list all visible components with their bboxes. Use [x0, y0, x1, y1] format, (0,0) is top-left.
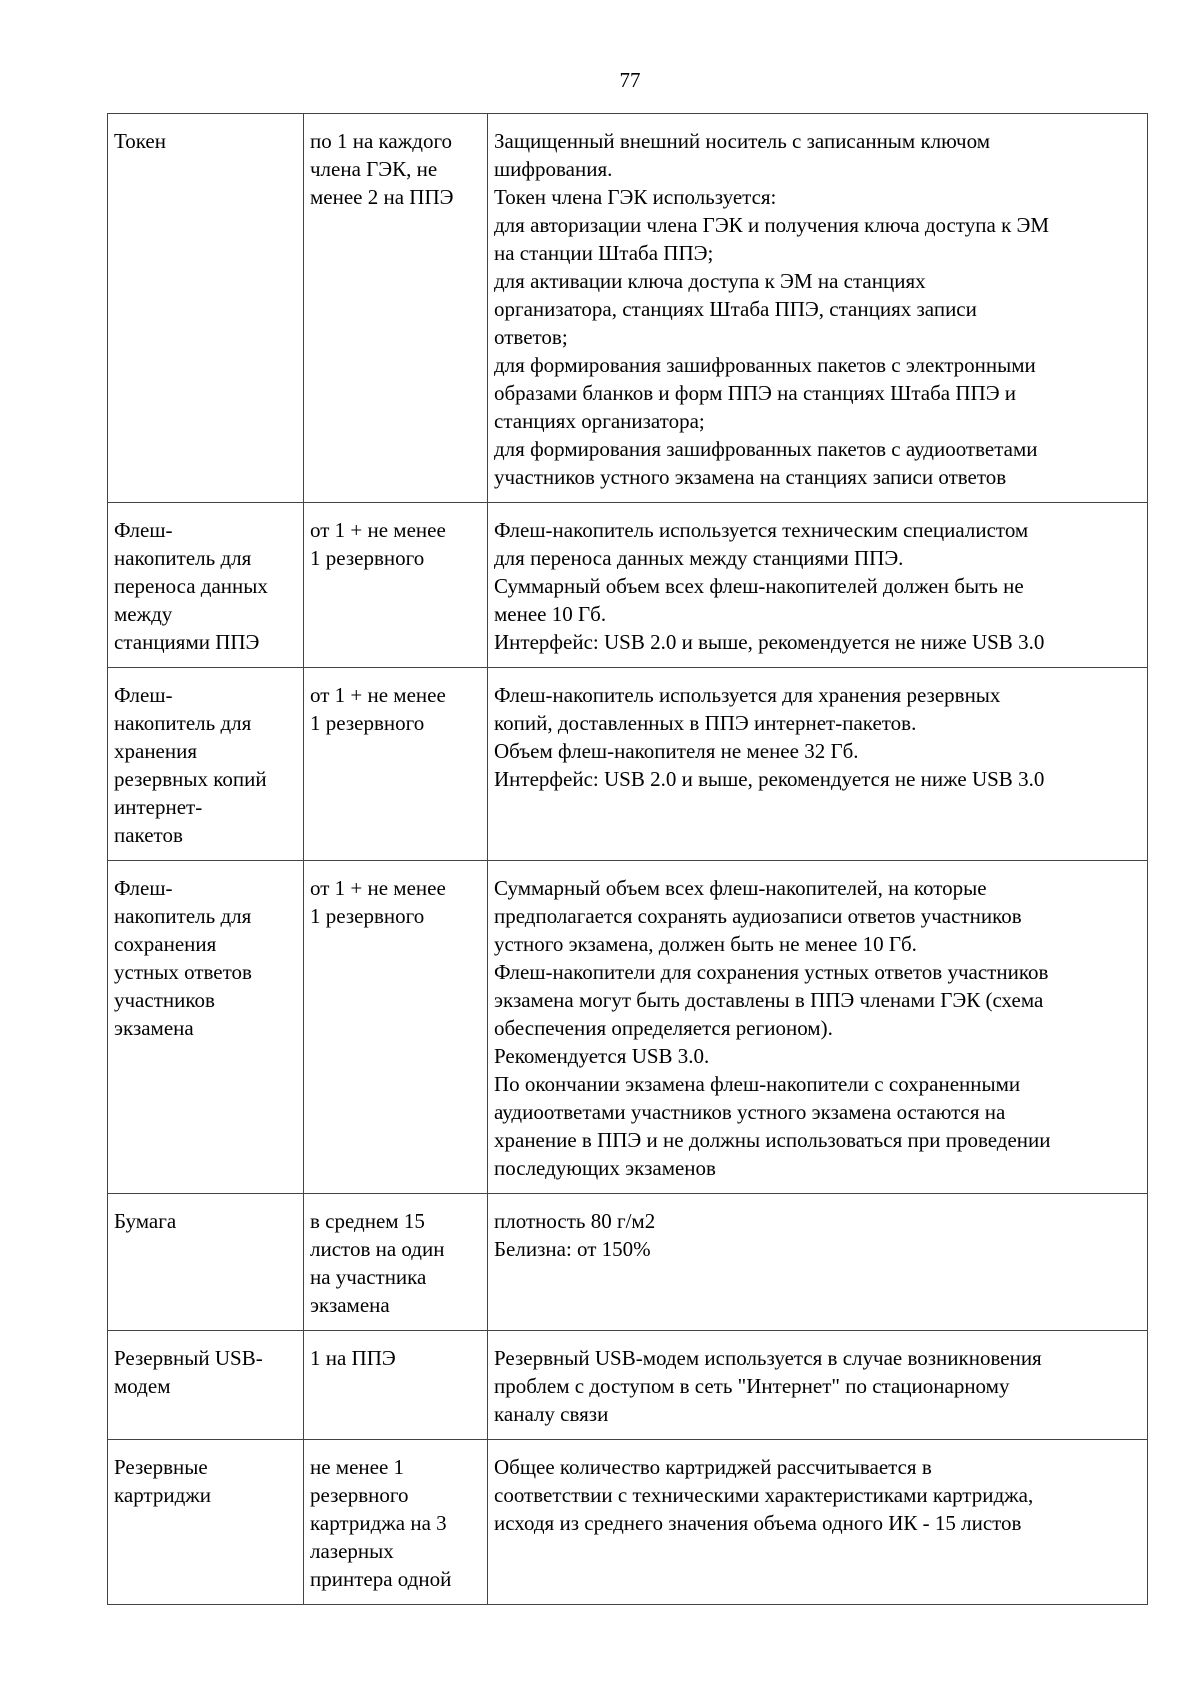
- description-line: По окончании экзамена флеш-накопители с сохраненными: [494, 1072, 1021, 1096]
- description-line: последующих экзаменов: [494, 1156, 716, 1180]
- description-line: образами бланков и форм ППЭ на станциях Штаба ППЭ и: [494, 381, 1017, 405]
- quantity-line: на участника: [310, 1265, 427, 1289]
- item-name-cell: [108, 1331, 304, 1440]
- name-line: между: [114, 602, 173, 626]
- name-line: пакетов: [114, 823, 183, 847]
- item-name-cell: [108, 114, 304, 503]
- description-line: для авторизации члена ГЭК и получения ключа доступа к ЭМ: [494, 213, 1050, 237]
- quantity-line: принтера одной: [310, 1567, 452, 1591]
- description-line: Флеш-накопитель используется для хранения резервных: [494, 683, 1001, 707]
- table-row: [108, 1440, 1148, 1605]
- quantity-line: листов на один: [310, 1237, 445, 1261]
- quantity-cell: [304, 1194, 488, 1331]
- description-line: Флеш-накопители для сохранения устных ответов участников: [494, 960, 1049, 984]
- description-line: Объем флеш-накопителя не менее 32 Гб.: [494, 739, 859, 763]
- description-cell: [488, 1194, 1148, 1331]
- description-line: исходя из среднего значения объема одного ИК - 15 листов: [494, 1511, 1022, 1535]
- name-line: станциями ППЭ: [114, 630, 260, 654]
- quantity-line: картриджа на 3: [310, 1511, 447, 1535]
- description-line: для переноса данных между станциями ППЭ.: [494, 546, 904, 570]
- quantity-line: менее 2 на ППЭ: [310, 185, 454, 209]
- quantity-line: члена ГЭК, не: [310, 157, 438, 181]
- name-line: накопитель для: [114, 904, 252, 928]
- description-cell: [488, 1440, 1148, 1605]
- name-line: модем: [114, 1374, 171, 1398]
- quantity-line: от 1 + не менее: [310, 518, 446, 542]
- description-line: проблем с доступом в сеть "Интернет" по стационарному: [494, 1374, 1010, 1398]
- name-line: Флеш-: [114, 876, 173, 900]
- name-line: переноса данных: [114, 574, 268, 598]
- quantity-cell: [304, 1331, 488, 1440]
- quantity-line: экзамена: [310, 1293, 390, 1317]
- description-line: Суммарный объем всех флеш-накопителей должен быть не: [494, 574, 1024, 598]
- name-line: интернет-: [114, 795, 203, 819]
- item-name-cell: [108, 1194, 304, 1331]
- description-line: Интерфейс: USB 2.0 и выше, рекомендуется не ниже USB 3.0: [494, 767, 1045, 791]
- quantity-cell: [304, 114, 488, 503]
- description-line: Суммарный объем всех флеш-накопителей, на которые: [494, 876, 987, 900]
- description-line: экзамена могут быть доставлены в ППЭ членами ГЭК (схема: [494, 988, 1044, 1012]
- table-body: [108, 114, 1148, 1605]
- quantity-cell: [304, 1440, 488, 1605]
- description-line: устного экзамена, должен быть не менее 10 Гб.: [494, 932, 917, 956]
- description-line: Токен члена ГЭК используется:: [494, 185, 777, 209]
- quantity-cell: [304, 668, 488, 861]
- name-line: Резервные: [114, 1455, 208, 1479]
- description-cell: [488, 668, 1148, 861]
- description-line: Общее количество картриджей рассчитывается в: [494, 1455, 932, 1479]
- description-line: на станции Штаба ППЭ;: [494, 241, 714, 265]
- name-line: экзамена: [114, 1016, 194, 1040]
- description-line: Резервный USB-модем используется в случае возникновения: [494, 1346, 1042, 1370]
- description-line: для активации ключа доступа к ЭМ на станциях: [494, 269, 926, 293]
- description-line: Флеш-накопитель используется техническим специалистом: [494, 518, 1029, 542]
- item-name-cell: [108, 503, 304, 668]
- name-line: Резервный USB-: [114, 1346, 263, 1370]
- name-line: Флеш-: [114, 683, 173, 707]
- name-line: накопитель для: [114, 546, 252, 570]
- name-line: Флеш-: [114, 518, 173, 542]
- quantity-line: резервного: [310, 1483, 409, 1507]
- description-line: плотность 80 г/м2: [494, 1209, 656, 1233]
- description-line: соответствии с техническими характеристиками картриджа,: [494, 1483, 1034, 1507]
- description-line: каналу связи: [494, 1402, 609, 1426]
- description-cell: [488, 1331, 1148, 1440]
- item-name-cell: [108, 861, 304, 1194]
- description-cell: [488, 114, 1148, 503]
- table-row: [108, 114, 1148, 503]
- description-line: Рекомендуется USB 3.0.: [494, 1044, 710, 1068]
- description-cell: [488, 503, 1148, 668]
- table-row: [108, 503, 1148, 668]
- quantity-line: лазерных: [310, 1539, 394, 1563]
- description-line: организатора, станциях Штаба ППЭ, станциях записи: [494, 297, 977, 321]
- table-row: [108, 1331, 1148, 1440]
- page-number: 77: [619, 68, 641, 92]
- name-line: резервных копий: [114, 767, 267, 791]
- description-cell: [488, 861, 1148, 1194]
- name-line: картриджи: [114, 1483, 212, 1507]
- quantity-line: 1 резервного: [310, 711, 425, 735]
- description-line: для формирования зашифрованных пакетов с аудиоответами: [494, 437, 1038, 461]
- name-line: Токен: [114, 129, 166, 153]
- description-line: копий, доставленных в ППЭ интернет-пакетов.: [494, 711, 917, 735]
- description-line: хранение в ППЭ и не должны использоваться при проведении: [494, 1128, 1051, 1152]
- description-line: Защищенный внешний носитель с записанным ключом: [494, 129, 990, 153]
- name-line: участников: [114, 988, 215, 1012]
- description-line: обеспечения определяется регионом).: [494, 1016, 833, 1040]
- quantity-line: в среднем 15: [310, 1209, 425, 1233]
- item-name-cell: [108, 1440, 304, 1605]
- quantity-line: от 1 + не менее: [310, 683, 446, 707]
- quantity-line: не менее 1: [310, 1455, 405, 1479]
- name-line: Бумага: [114, 1209, 177, 1233]
- description-line: участников устного экзамена на станциях записи ответов: [494, 465, 1007, 489]
- description-line: Белизна: от 150%: [494, 1237, 651, 1261]
- quantity-line: 1 резервного: [310, 546, 425, 570]
- description-line: ответов;: [494, 325, 568, 349]
- quantity-line: 1 резервного: [310, 904, 425, 928]
- description-line: предполагается сохранять аудиозаписи ответов участников: [494, 904, 1022, 928]
- description-line: станциях организатора;: [494, 409, 705, 433]
- equipment-table: [107, 113, 1148, 1605]
- description-line: шифрования.: [494, 157, 613, 181]
- description-line: менее 10 Гб.: [494, 602, 607, 626]
- table-row: [108, 861, 1148, 1194]
- name-line: сохранения: [114, 932, 217, 956]
- item-name-cell: [108, 668, 304, 861]
- description-line: аудиоответами участников устного экзамена остаются на: [494, 1100, 1006, 1124]
- quantity-cell: [304, 861, 488, 1194]
- name-line: устных ответов: [114, 960, 252, 984]
- name-line: хранения: [114, 739, 198, 763]
- quantity-cell: [304, 503, 488, 668]
- quantity-line: от 1 + не менее: [310, 876, 446, 900]
- name-line: накопитель для: [114, 711, 252, 735]
- quantity-line: по 1 на каждого: [310, 129, 453, 153]
- description-line: для формирования зашифрованных пакетов с электронными: [494, 353, 1036, 377]
- description-line: Интерфейс: USB 2.0 и выше, рекомендуется не ниже USB 3.0: [494, 630, 1045, 654]
- table-row: [108, 1194, 1148, 1331]
- quantity-line: 1 на ППЭ: [310, 1346, 396, 1370]
- table-row: [108, 668, 1148, 861]
